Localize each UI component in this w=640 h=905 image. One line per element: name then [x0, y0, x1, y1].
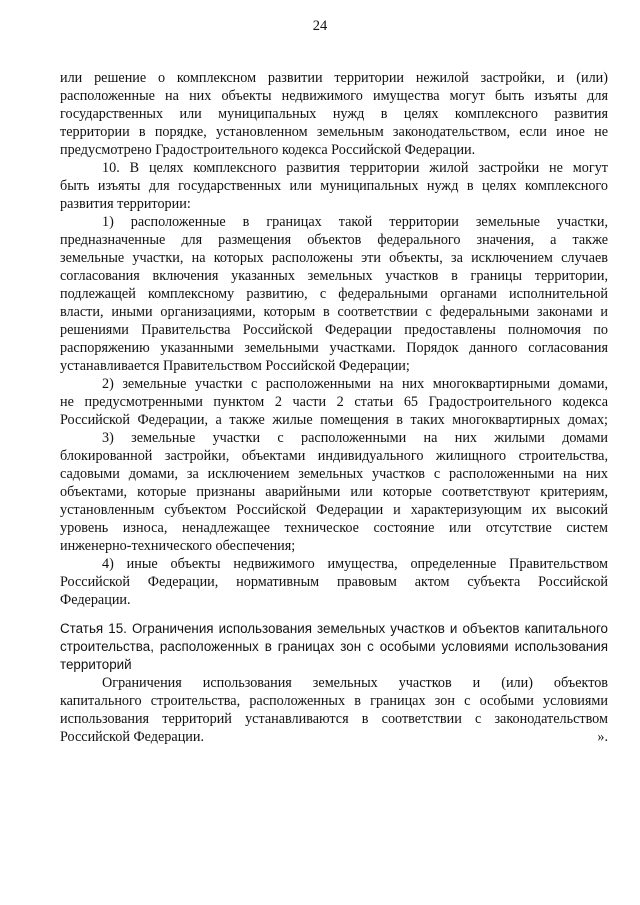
text-line: земельные участки, на которых расположены эти объекты, за исключением случаев: [60, 250, 608, 266]
text-line: согласования включения указанных земельных участков в границы территории,: [60, 268, 608, 284]
paragraph-10: [60, 159, 608, 213]
text-line: инженерно-технического обеспечения;: [60, 538, 296, 554]
text-line: 10. В целях комплексного развития территории жилой застройки не могут: [102, 160, 608, 176]
text-line: предусмотрено Градостроительного кодекса Российской Федерации.: [60, 142, 476, 158]
text-line: быть изъяты для государственных или муниципальных нужд в целях комплексного: [60, 178, 608, 194]
text-line: Российской Федерации, а также жилые помещения в таких многоквартирных домах;: [60, 412, 608, 428]
list-item-3: [60, 429, 608, 555]
text-line: развития территории:: [60, 196, 191, 212]
text-line: садовыми домами, за исключением земельных участков с расположенными на них: [60, 466, 608, 482]
text-line: Российской Федерации, нормативным правовым актом субъекта Российской: [60, 574, 608, 590]
article-body: [60, 674, 608, 746]
text-line: использования территорий устанавливаются в соответствии с законодательством: [60, 711, 608, 727]
text-line: 2) земельные участки с расположенными на них многоквартирными домами,: [102, 376, 608, 392]
list-item-4: [60, 555, 608, 609]
page-number: 24: [312, 18, 328, 34]
text-line: государственных или муниципальных нужд в целях комплексного развития: [60, 106, 608, 122]
text-line: объектами, которые признаны аварийными или которые соответствуют критериям,: [60, 484, 608, 500]
text-line: решениями Правительства Российской Федерации предоставлены полномочия по: [60, 322, 608, 338]
heading-line: строительства, расположенных в границах зон с особыми условиями использования: [60, 639, 608, 654]
heading-line: территорий: [60, 657, 132, 672]
text-line: блокированной застройки, объектами индивидуального жилищного строительства,: [60, 448, 608, 464]
text-line: 3) земельные участки с расположенными на них жилыми домами: [102, 430, 608, 446]
text-line: установленным субъектом Российской Федерации и характеризующим их высокий: [60, 502, 608, 518]
text-line: Ограничения использования земельных участков и (или) объектов: [102, 675, 608, 691]
heading-line: Статья 15. Ограничения использования земельных участков и объектов капитального: [60, 621, 608, 636]
text-line: Федерации.: [60, 592, 131, 608]
text-line: территории в порядке, установленном земельным законодательством, если иное не: [60, 124, 608, 140]
text-line: 4) иные объекты недвижимого имущества, определенные Правительством: [102, 556, 608, 572]
text-line: 1) расположенные в границах такой территории земельные участки,: [102, 214, 608, 230]
text-line: устанавливается Правительством Российской Федерации;: [60, 358, 410, 374]
text-line: или решение о комплексном развитии территории нежилой застройки, и (или): [60, 70, 608, 86]
text-line: капитального строительства, расположенных в границах зон с особыми условиями: [60, 693, 608, 709]
list-item-1: [60, 213, 608, 375]
text-line: подлежащей комплексному развитию, с федеральными органами исполнительной: [60, 286, 608, 302]
text-line: расположенные на них объекты недвижимого имущества могут быть изъяты для: [60, 88, 608, 104]
closing-quote-mark: ».: [597, 729, 608, 745]
text-line: уровень износа, ненадлежащее техническое состояние или отсутствие систем: [60, 520, 608, 536]
article-heading: [60, 620, 608, 674]
paragraph-continuation: [60, 69, 608, 159]
text-line: не предусмотренными пунктом 2 части 2 статьи 65 Градостроительного кодекса: [60, 394, 608, 410]
list-item-2: [60, 375, 608, 429]
text-line: предназначенные для размещения объектов федерального значения, а также: [60, 232, 608, 248]
text-line: распоряжению указанными земельными участками. Порядок данного согласования: [60, 340, 608, 356]
text-line: Российской Федерации.: [60, 729, 205, 745]
text-line: власти, иными организациями, которым в соответствии с федеральными законами и: [60, 304, 608, 320]
